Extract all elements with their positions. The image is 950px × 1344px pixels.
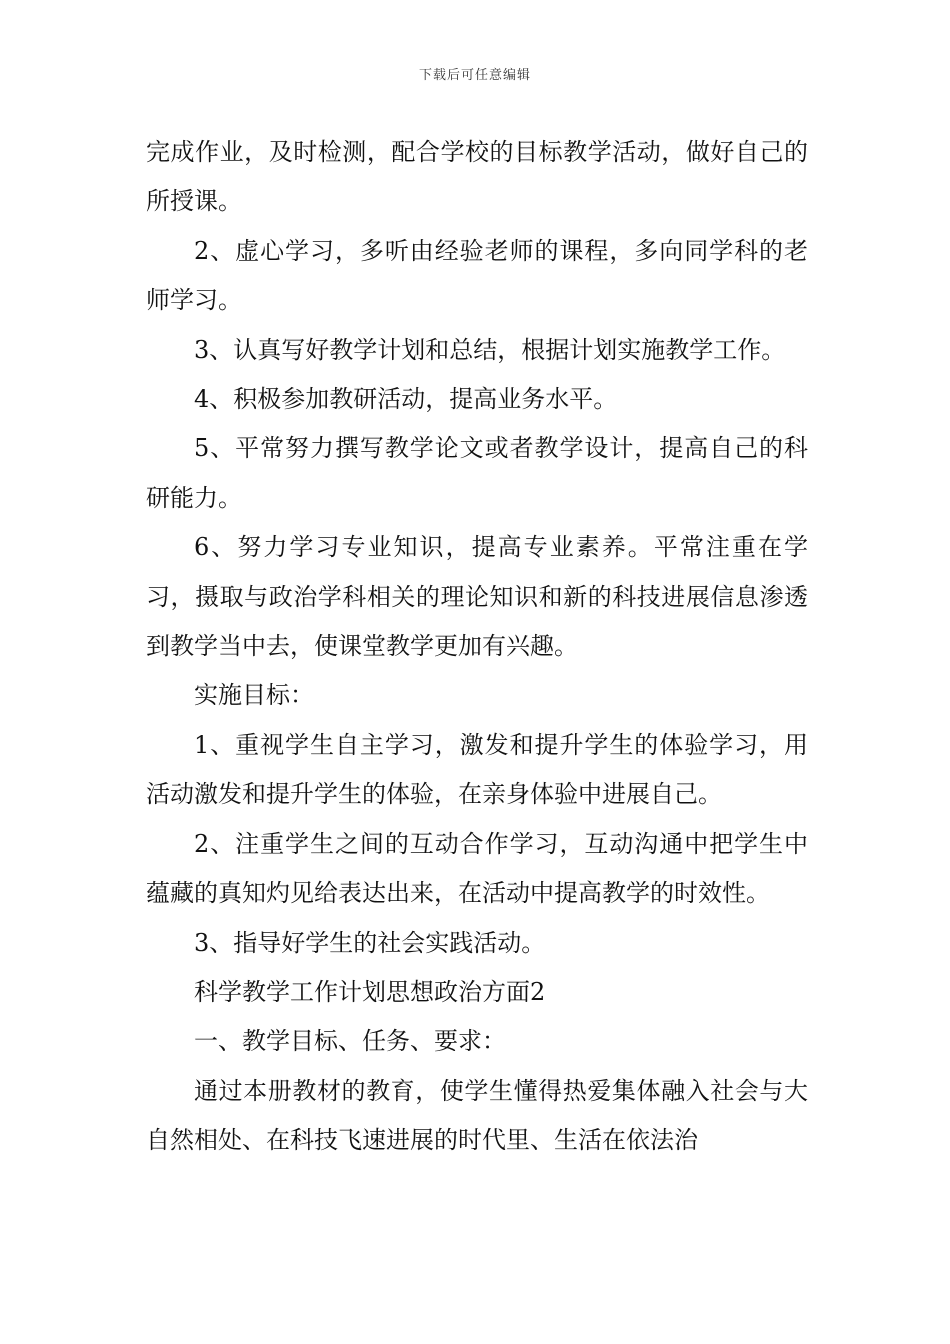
- paragraph-item-5: 5、平常努力撰写教学论文或者教学设计，提高自己的科研能力。: [146, 434, 808, 512]
- section-heading-goals: 实施目标：: [194, 681, 314, 710]
- document-body: [146, 128, 808, 1166]
- goal-item-2: 2、注重学生之间的互动合作学习，互动沟通中把学生中蕴藏的真知灼见给表达出来，在活动中提高教学的时效性。: [146, 829, 808, 908]
- document-title-2: 科学教学工作计划思想政治方面2: [194, 977, 546, 1006]
- goal-item-1: 1、重视学生自主学习，激发和提升学生的体验学习，用活动激发和提升学生的体验，在亲身体验中进展自己。: [146, 730, 808, 809]
- paragraph-item-2: 2、虚心学习，多听由经验老师的课程，多向同学科的老师学习。: [146, 236, 808, 315]
- paragraph-intro: 通过本册教材的教育，使学生懂得热爱集体融入社会与大自然相处、在科技飞速进展的时代里、生活在依法治: [146, 1076, 808, 1155]
- page-header: 下载后可任意编辑: [418, 68, 531, 83]
- paragraph-item-3: 3、认真写好教学计划和总结，根据计划实施教学工作。: [194, 335, 786, 364]
- paragraph-item-4: 4、积极参加教研活动，提高业务水平。: [194, 385, 618, 414]
- paragraph-continuation: 完成作业，及时检测，配合学校的目标教学活动，做好自己的所授课。: [146, 138, 808, 216]
- paragraph-item-6: 6、努力学习专业知识，提高专业素养。平常注重在学习，摄取与政治学科相关的理论知识和新的科技进展信息渗透到教学当中去，使课堂教学更加有兴趣。: [146, 533, 808, 661]
- section-heading-one: 一、教学目标、任务、要求：: [194, 1027, 506, 1056]
- goal-item-3: 3、指导好学生的社会实践活动。: [194, 928, 546, 957]
